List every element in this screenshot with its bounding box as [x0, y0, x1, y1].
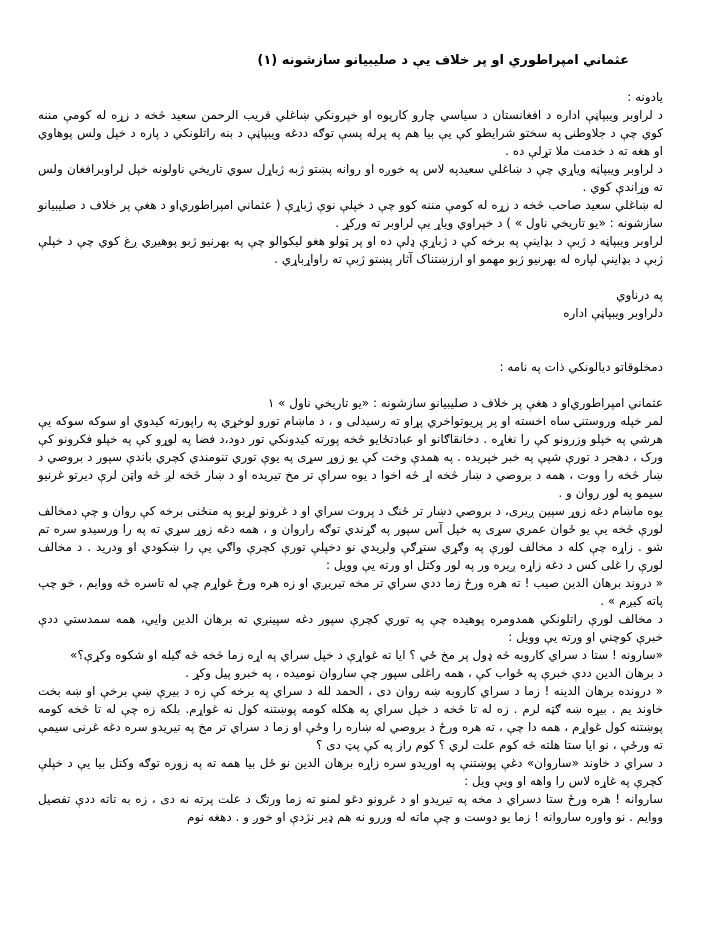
signature-block [38, 286, 663, 322]
body-paragraph: د مخالف لورې راتلونکي همدومره پوهيده چې په توري کچرې سپور دغه سپينږي ته برهان الدين وايي، همه سمدستي ددې خبرې کوچني او ورته يې وويل : [38, 612, 663, 644]
body-paragraph: د برهان الدين ددې خبرې په ځواب کې ، همه راغلی سپور چې ساروان نوميده ، په خبرو پيل وکړ . [185, 666, 663, 680]
body-paragraph: «سارونه ! ستا د سراي کاروبه څه ډول پر مخ ځي ؟ ايا ته غواړې د خپل سراي په اړه زما څخه څه ګيله او شکوه وکړې؟» [70, 648, 663, 662]
notice-label: يادونه : [627, 90, 663, 104]
signature-line: په درناوي [616, 288, 663, 302]
body-paragraph: يوه ماښام دغه زوړ سپين ږيری، د بروصي دښار تر ځنګ د پروت سراي او د غرونو لړيو په منځنی برخه کې روان و چې دمخالف لورې څخه يې يو ځوان عمري سړی په خپل آس سپور په ګړندي توګه راروان و ، همه دغه زوړ سړي ته په را ورسيدو سره تم شو . زاړه چې کله د مخالف لورې په وګړي ستړګې ولږيدي نو دخپلې تورې کچرې واګي يې را ښکودي او ودريد . د مخالف لورې را غلی کس د دغه زاړه ږيره ور په لور وکتل او ورته يې وويل : [38, 504, 663, 572]
notice-paragraph: د لراوبر ويبپاڼې اداره د افغانستان د سياسي چارو کارپوه او خپرونکي ښاغلي قريب الرحمن سعيد څخه د زړه له کومې مننه کوي چې د جلاوطنۍ په سختو شرايطو کې يې بيا هم په پرله پسې توګه ددغه ويبپاڼې د بنه راتلونکي د پاره د خپل ولس پوهاوي او هغه ته د خدمت ملا تړلې ده . [38, 108, 663, 158]
signature-line: دلراوبر ويبپاڼې اداره [563, 306, 663, 320]
body-paragraph: ساروانه ! هره ورځ ستا دسراي د مخه په تيريدو او د غرونو دغو لمنو ته زما ورتګ د علت پرته نه دی ، زه به تاته ددې تفصيل ووايم . نو واوره ساروانه ! زما يو دوست و چې ماته له وررو نه هم ډير نژدې او خوږ و . دهغه نوم [38, 792, 663, 824]
body-paragraph: د سراي د خاوند «ساروان» دغې پوښتنې په اوريدو سره زاړه برهان الدين نو ځل بيا همه ته په زوره توګه وکتل بيا يې د خپلې کچرې په غاړه لاس را واهه او ويې ويل : [38, 756, 663, 788]
salutation: دمخلوقاتو ديالونکي ذات په نامه : [499, 360, 663, 374]
notice-paragraph: له ښاغلي سعيد صاحب څخه د زړه له کومې مننه کوو چې د خپلې نوې ژباړې ( عثماني امپراطوري‌او د هغې پر خلاف د صليبيانو سازشونه : «يو تاريخي ناول » ) د خپراوي وياړ يې لراوبر ته ورکړ . [38, 198, 663, 230]
body-paragraph: لمر خپله وروستنۍ ساه اخسته او پر پريوتواخري پړاو ته رسيدلی و ، د ماښام تورو لوخړي په راپورته کيدوي او سوکه سوکه يې هرشي په خپلو وزرونو کې را نغاړه . دخانقاګانو او عبادتځايو څخه پورته کيدونکي تور دود،د فضا په لوړو کې په خپلو فکرونو کې ورک ، دهجر د تورې شپې په خبر خپريده . په همدې وخت کې يو زوړ سړی په يوې توري تنومندي کچري باندې سپور د بروصي د ښار څخه را ووت ، همه د بروصي د ښار څخه اړ څه اخوا د يوه سراې تر مخ تيريده او د ښار څخه لږ څه واټن لرې ديرتو غرنيو سيمو په لور روان و . [38, 414, 663, 500]
notice-paragraph: لراوبر ويبپاڼه د ژبې د بډاينې په برخه کې د ژباړې ډلې ده او پر ټولو هغو ليکوالو چې په بهرنيو ژبو پوهيږي ږغ کوي چې د خپلې ژبې د بډاينې لپاره له بهرنيو ژبو مهمو او ارزښتناک آثار پښتو ژبې ته راواړباړي . [38, 234, 663, 266]
body-paragraph: « درونده برهان الدينه ! زما د سراي کاروبه ښه روان دی ، الحمد لله د سراي په برخه کې زه د بيرې ښې برخې او ښه بخت خاوند يم . بيړه ښه ګټه لرم . زه له تا څخه د خپل سراي په هکله کومه پوښتنه کول نه غواړم. بلکه زه چې له تا څخه کومه پوښتنه کول غواړم ، همه دا چې ، ته هره ورځ د بروصي له ښاره را وځې او زما د سراي تر مخ په تيريدو سره دغه غرنی سيمې ته ورځې ، نو ايا ستا هلته څه کوم علت لري ؟ کوم راز په کې پټ دی ؟ [38, 684, 663, 752]
body-paragraph: « دروند برهان الدين صيب ! ته هره ورځ زما ددي سراي تر مخه تيريږي او زه هره ورځ غواړم چې له تاسره څه ووايم ، خو چپ پاته کيږم » . [38, 576, 663, 608]
notice-paragraph: د لراوبر ويبپاڼه وياړي چې د ښاغلي سعيدپه لاس په خوږه او روانه پښتو ژبه ژباړل سوي تاريخي ناولونه خپل لراوبرافغان ولس ته وړاندې کوي . [38, 162, 663, 194]
book-title-line: عثماني امپراطوري‌او د هغې پر خلاف د صليبيانو سازشونه : «يو تاريخي ناول » ١ [267, 396, 663, 410]
document-title: عثماني امپراطوري او پر خلاف يې د صليبيانو سازشونه (١) [257, 53, 629, 68]
